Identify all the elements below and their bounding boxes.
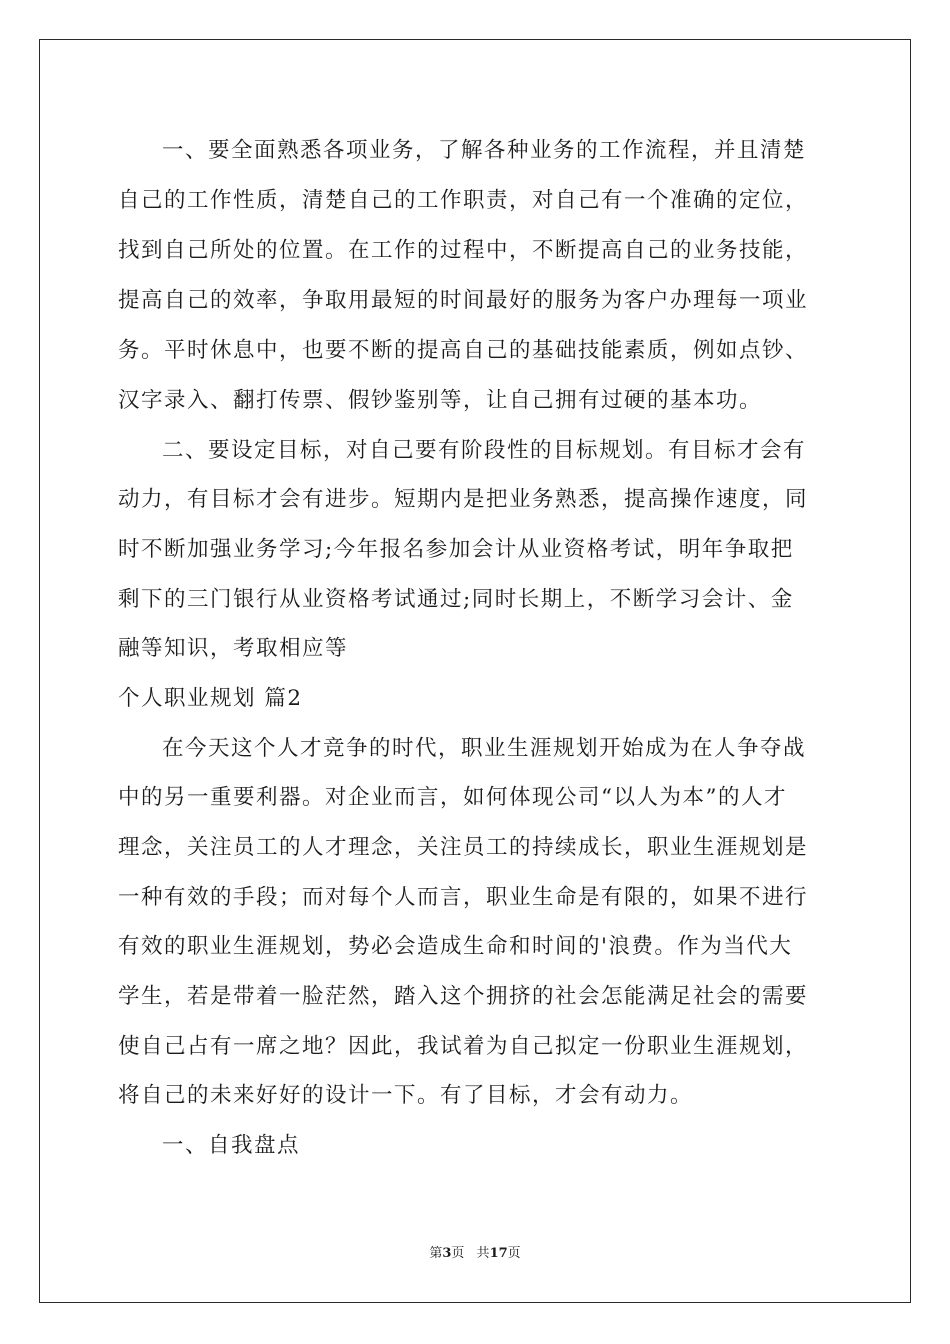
paragraph-2-line-2: 动力，有目标才会有进步。短期内是把业务熟悉，提高操作速度，同 (118, 487, 809, 512)
paragraph-3-line-2: 中的另一重要利器。对企业而言，如何体现公司“以人为本”的人才 (118, 785, 787, 810)
paragraph-1-line-6: 汉字录入、翻打传票、假钞鉴别等，让自己拥有过硬的基本功。 (118, 388, 763, 413)
page-footer (0, 1245, 950, 1263)
section-title: 个人职业规划 篇2 (118, 686, 303, 711)
paragraph-2-line-3: 时不断加强业务学习;今年报名参加会计从业资格考试，明年争取把 (118, 537, 794, 562)
page-number (429, 1246, 464, 1261)
page-label-pre: 第 (429, 1246, 443, 1261)
page-current: 3 (442, 1246, 452, 1261)
paragraph-3-line-1: 在今天这个人才竞争的时代，职业生涯规划开始成为在人争夺战 (162, 736, 807, 761)
paragraph-1-line-1: 一、要全面熟悉各项业务，了解各种业务的工作流程，并且清楚 (162, 138, 807, 163)
paragraph-3-line-5: 有效的职业生涯规划，势必会造成生命和时间的'浪费。作为当代大 (118, 934, 793, 959)
page-total (477, 1246, 521, 1261)
total-label-pre: 共 (476, 1246, 490, 1261)
total-label-post: 页 (507, 1246, 521, 1261)
page-total-value: 17 (489, 1246, 508, 1261)
paragraph-3-line-3: 理念，关注员工的人才理念，关注员工的持续成长，职业生涯规划是 (118, 835, 809, 860)
paragraph-3-line-8: 将自己的未来好好的设计一下。有了目标，才会有动力。 (118, 1083, 694, 1108)
paragraph-1-line-2: 自己的工作性质，清楚自己的工作职责，对自己有一个准确的定位， (118, 188, 809, 213)
paragraph-2-line-1: 二、要设定目标，对自己要有阶段性的目标规划。有目标才会有 (162, 438, 807, 463)
page-label-mid: 页 (451, 1246, 465, 1261)
paragraph-3-line-7: 使自己占有一席之地？因此，我试着为自己拟定一份职业生涯规划， (118, 1034, 809, 1059)
paragraph-3-line-4: 一种有效的手段；而对每个人而言，职业生命是有限的，如果不进行 (118, 885, 809, 910)
heading-self-assessment: 一、自我盘点 (162, 1133, 301, 1158)
paragraph-3-line-6: 学生，若是带着一脸茫然，踏入这个拥挤的社会怎能满足社会的需要 (118, 984, 809, 1009)
page-frame (39, 39, 911, 1303)
paragraph-2-line-5: 融等知识，考取相应等 (118, 636, 349, 661)
paragraph-1-line-3: 找到自己所处的位置。在工作的过程中，不断提高自己的业务技能， (118, 238, 809, 263)
paragraph-1-line-4: 提高自己的效率，争取用最短的时间最好的服务为客户办理每一项业 (118, 288, 809, 313)
paragraph-1-line-5: 务。平时休息中，也要不断的提高自己的基础技能素质，例如点钞、 (118, 338, 809, 363)
paragraph-2-line-4: 剩下的三门银行从业资格考试通过;同时长期上，不断学习会计、金 (118, 587, 794, 612)
